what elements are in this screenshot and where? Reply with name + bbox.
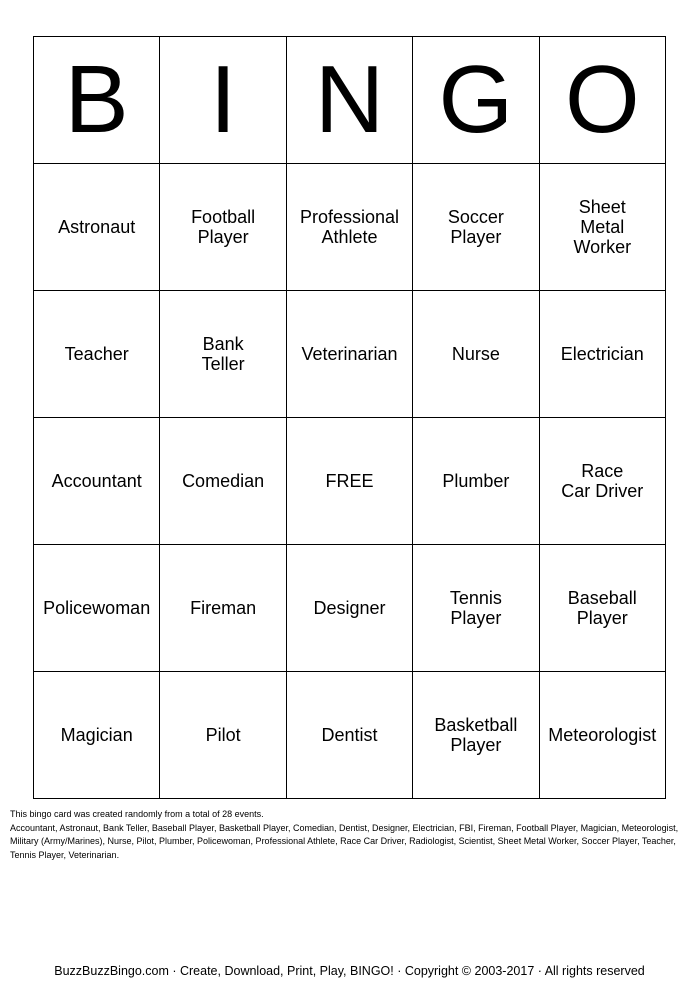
bingo-cell (539, 672, 665, 799)
cell-label: Magician (60, 725, 133, 745)
cell-label: Teacher (64, 344, 129, 364)
card-info-event-list: Accountant, Astronaut, Bank Teller, Baseball Player, Basketball Player, Comedian, Dentist, Designer, Electrician, FBI, Fireman, Football Player, Magician, Meteorologist, Military (Army/Marines), Nurse, Pilot, Plumber, Policewoman, Professional Athlete, Race Car Driver, Radiologist, Scientist, Sheet Metal Worker, Soccer Player, Teacher, Tennis Player, Veterinarian. (10, 822, 679, 860)
card-info-note (10, 808, 690, 862)
bingo-cell (34, 418, 160, 545)
cell-label: Plumber (442, 471, 510, 491)
cell-label: Designer (313, 598, 386, 618)
free-space-label: FREE (325, 471, 374, 491)
bingo-row (34, 164, 666, 291)
bingo-cell (286, 545, 412, 672)
bingo-row (34, 291, 666, 418)
bingo-cell (539, 291, 665, 418)
bingo-cell (539, 164, 665, 291)
bingo-cell (413, 418, 539, 545)
cell-label: Fireman (190, 598, 257, 618)
bingo-cell (34, 672, 160, 799)
cell-label: Football Player (191, 207, 256, 247)
header-letter-n: N (286, 37, 412, 164)
cell-label: Comedian (182, 471, 265, 491)
cell-label: Electrician (560, 344, 644, 364)
bingo-cell (34, 164, 160, 291)
bingo-cell (413, 164, 539, 291)
bingo-row (34, 545, 666, 672)
bingo-cell (160, 418, 286, 545)
bingo-cell (160, 164, 286, 291)
cell-label: Bank Teller (201, 334, 245, 374)
bingo-cell (34, 291, 160, 418)
cell-label: Sheet Metal Worker (573, 197, 632, 257)
cell-label: Astronaut (58, 217, 136, 237)
bingo-cell (160, 291, 286, 418)
cell-label: Policewoman (43, 598, 151, 618)
cell-label: Veterinarian (301, 344, 398, 364)
cell-label: Pilot (205, 725, 241, 745)
bingo-header-row (34, 37, 666, 164)
free-space-cell (286, 418, 412, 545)
bingo-cell (34, 545, 160, 672)
bingo-cell (286, 291, 412, 418)
bingo-cell (286, 164, 412, 291)
bingo-cell (160, 545, 286, 672)
cell-label: Meteorologist (548, 725, 657, 745)
bingo-cell (413, 672, 539, 799)
bingo-cell (413, 545, 539, 672)
cell-label: Basketball Player (434, 715, 518, 755)
bingo-cell (413, 291, 539, 418)
cell-label: Dentist (321, 725, 378, 745)
header-letter-o: O (539, 37, 665, 164)
bingo-cell (539, 545, 665, 672)
cell-label: Professional Athlete (299, 207, 399, 247)
cell-label: Soccer Player (447, 207, 504, 247)
header-letter-b: B (34, 37, 160, 164)
cell-label: Tennis Player (449, 588, 502, 628)
cell-label: Accountant (51, 471, 142, 491)
bingo-cell (539, 418, 665, 545)
bingo-row (34, 418, 666, 545)
cell-label: Baseball Player (567, 588, 637, 628)
page-footer: BuzzBuzzBingo.com · Create, Download, Print, Play, BINGO! · Copyright © 2003-2017 · All rights reserved (54, 964, 645, 978)
bingo-row (34, 672, 666, 799)
card-info-intro: This bingo card was created randomly from a total of 28 events. (10, 809, 264, 819)
header-letter-g: G (413, 37, 539, 164)
cell-label: Race Car Driver (561, 461, 644, 501)
cell-label: Nurse (451, 344, 500, 364)
header-letter-i: I (160, 37, 286, 164)
bingo-cell (160, 672, 286, 799)
bingo-card (33, 36, 666, 799)
bingo-cell (286, 672, 412, 799)
